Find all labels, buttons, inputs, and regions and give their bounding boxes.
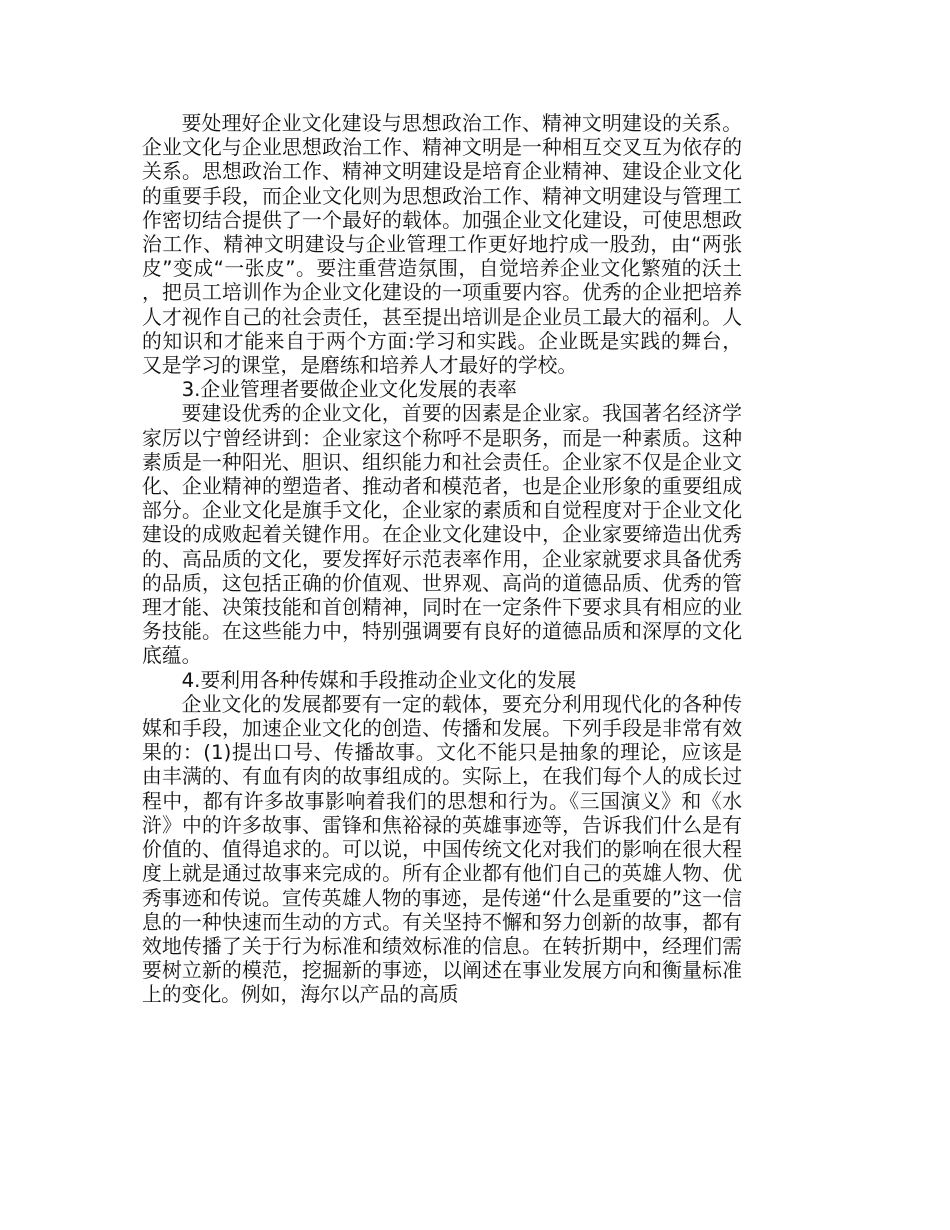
section-heading-4: 4.要利用各种传媒和手段推动企业文化的发展 (181, 668, 577, 692)
section-heading-3: 3.企业管理者要做企业文化发展的表率 (181, 378, 517, 402)
paragraph-culture-and-political-work: 要处理好企业文化建设与思想政治工作、精神文明建设的关系。企业文化与企业思想政治工作、精神文明是一种相互交叉互为依存的关系。思想政治工作、精神文明建设是培育企业精神、建设企业文化的重要手段，而企业文化则为思想政治工作、精神文明建设与管理工作密切结合提供了一个最好的载体。加强企业文化建设，可使思想政治工作、精神文明建设与企业管理工作更好地拧成一股劲，由“两张皮”变成“一张皮”。要注重营造氛围，自觉培养企业文化繁殖的沃土，把员工培训作为企业文化建设的一项重要内容。优秀的企业把培养人才视作自己的社会责任，甚至提出培训是企业员工最大的福利。人的知识和才能来自于两个方面:学习和实践。企业既是实践的舞台，又是学习的课堂，是磨练和培养人才最好的学校。 (142, 112, 742, 378)
paragraph-entrepreneur-role: 要建设优秀的企业文化，首要的因素是企业家。我国著名经济学家厉以宁曾经讲到：企业家这个称呼不是职务，而是一种素质。这种素质是一种阳光、胆识、组织能力和社会责任。企业家不仅是企业文化、企业精神的塑造者、推动者和模范者，也是企业形象的重要组成部分。企业文化是旗手文化，企业家的素质和自觉程度对于企业文化建设的成败起着关键作用。在企业文化建设中，企业家要缔造出优秀的、高品质的文化，要发挥好示范表率作用，企业家就要求具备优秀的品质，这包括正确的价值观、世界观、高尚的道德品质、优秀的管理才能、决策技能和首创精神，同时在一定条件下要求具有相应的业务技能。在这些能力中，特别强调要有良好的道德品质和深厚的文化底蕴。 (142, 402, 742, 668)
paragraph-media-and-means: 企业文化的发展都要有一定的载体，要充分利用现代化的各种传媒和手段，加速企业文化的创造、传播和发展。下列手段是非常有效果的：(1)提出口号、传播故事。文化不能只是抽象的理论，应该是由丰满的、有血有肉的故事组成的。实际上，在我们每个人的成长过程中，都有许多故事影响着我们的思想和行为。《三国演义》和《水浒》中的许多故事、雷锋和焦裕禄的英雄事迹等，告诉我们什么是有价值的、值得追求的。可以说，中国传统文化对我们的影响在很大程度上就是通过故事来完成的。所有企业都有他们自己的英雄人物、优秀事迹和传说。宣传英雄人物的事迹，是传递“什么是重要的”这一信息的一种快速而生动的方式。有关坚持不懈和努力创新的故事，都有效地传播了关于行为标准和绩效标准的信息。在转折期中，经理们需要树立新的模范，挖掘新的事迹，以阐述在事业发展方向和衡量标准上的变化。例如，海尔以产品的高质 (142, 692, 742, 1007)
document-body (142, 112, 742, 1008)
